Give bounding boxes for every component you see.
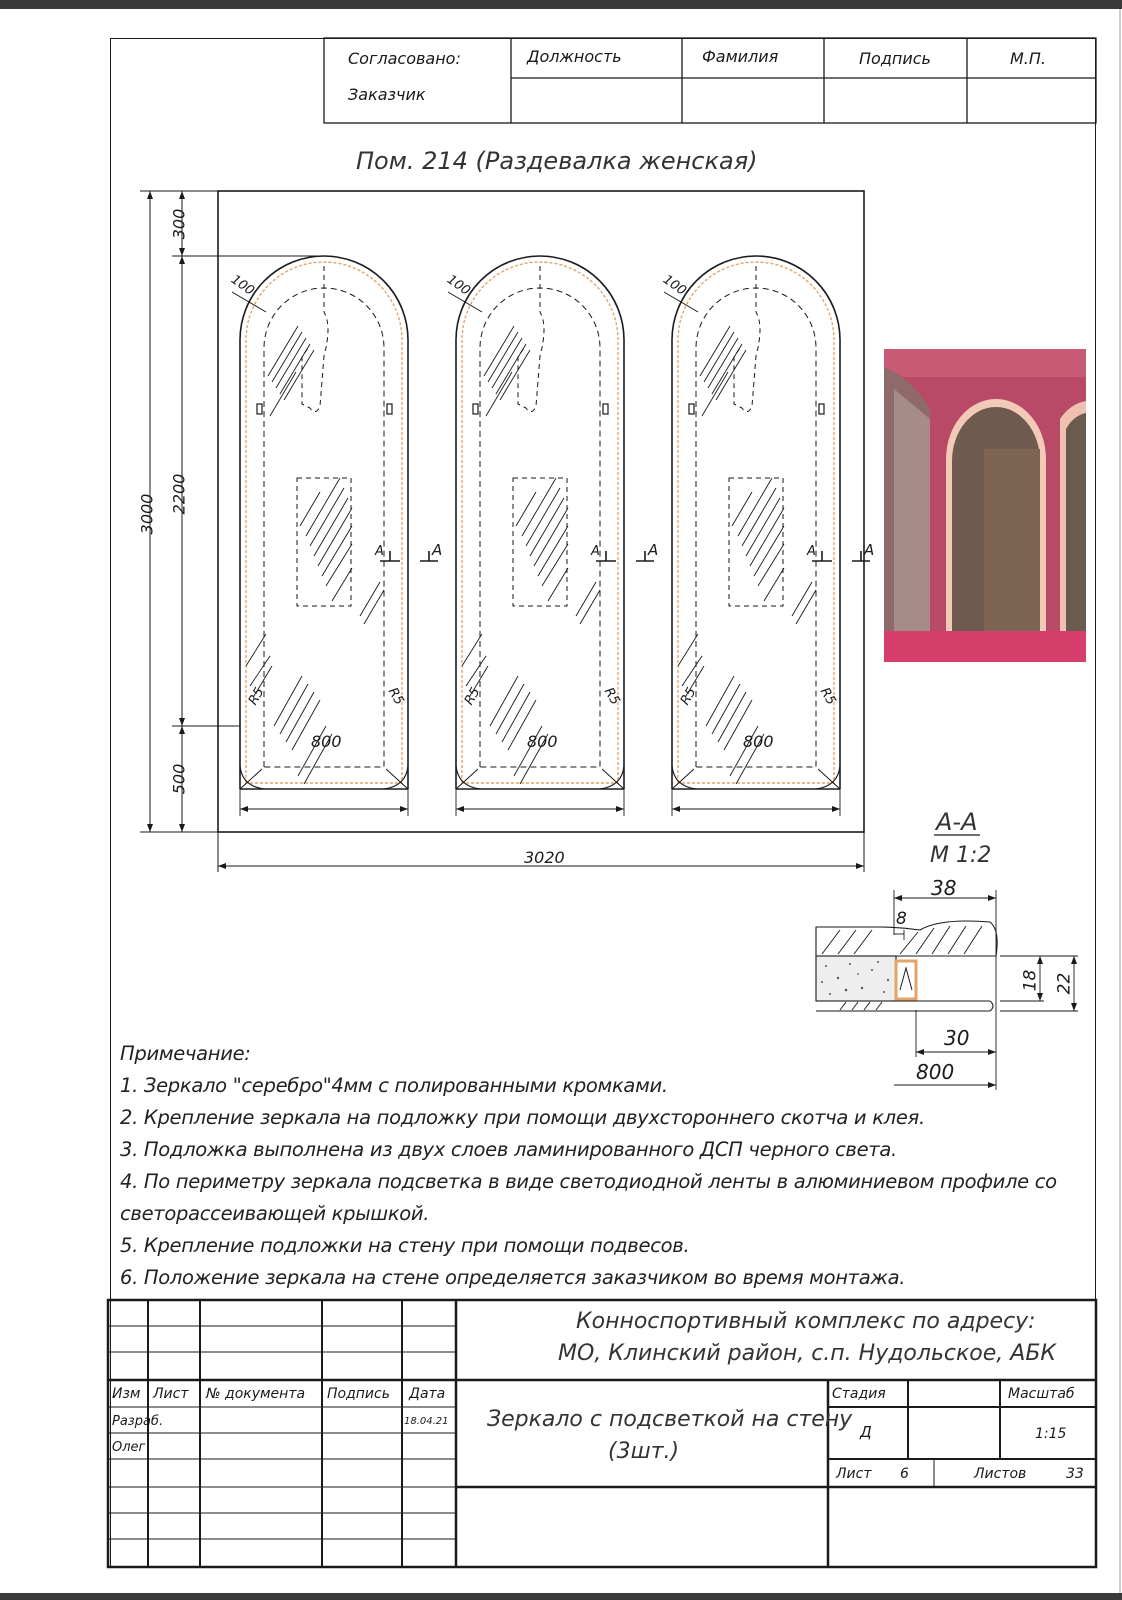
note-1: 1. Зеркало "серебро"4мм с полированными кромками. <box>120 1074 668 1097</box>
radius-right-mirror-1: R5 <box>384 685 407 708</box>
sheet-label: Лист <box>836 1466 872 1482</box>
col-header-date: Дата <box>409 1386 446 1402</box>
drawing-name-line-1: Зеркало с подсветкой на стену <box>487 1407 853 1432</box>
position-header: Должность <box>527 47 622 66</box>
scale-value: 1:15 <box>1035 1426 1067 1442</box>
note-5: 5. Крепление подложки на стену при помощи подвесов. <box>120 1234 690 1257</box>
stamp-header: М.П. <box>1010 49 1047 68</box>
sheet-value: 6 <box>900 1466 909 1482</box>
dim-3000: 3000 <box>137 493 157 535</box>
dim-100-mirror-1: 100 <box>227 272 257 299</box>
dim-800-mirror-2: 800 <box>527 732 558 751</box>
developer-label: Разраб. <box>112 1414 164 1429</box>
sheets-value: 33 <box>1066 1466 1084 1482</box>
col-header-doc-no: № документа <box>206 1386 306 1402</box>
stage-label: Стадия <box>832 1386 886 1402</box>
dim-500: 500 <box>169 763 189 795</box>
surname-header: Фамилия <box>702 47 779 66</box>
notes-title: Примечание: <box>120 1042 251 1065</box>
dim-800-mirror-3: 800 <box>743 732 774 751</box>
section-dim-8: 8 <box>896 909 907 929</box>
note-4-cont: светорассеивающей крышкой. <box>120 1202 430 1225</box>
col-header-izm: Изм <box>112 1386 141 1402</box>
bottom-border-bar <box>0 1593 1122 1600</box>
radius-left-mirror-3: R5 <box>677 685 700 708</box>
section-marker-2b: A <box>648 541 659 559</box>
radius-left-mirror-2: R5 <box>461 685 484 708</box>
signature-header: Подпись <box>859 49 931 68</box>
section-dim-22: 22 <box>1054 972 1075 995</box>
developer-name: Олег <box>112 1440 146 1455</box>
agreed-label: Согласовано: <box>348 49 461 68</box>
sheets-label: Листов <box>974 1466 1027 1482</box>
development-date: 18.04.21 <box>404 1416 449 1427</box>
dim-100-mirror-3: 100 <box>659 272 689 299</box>
section-dim-38: 38 <box>931 876 957 900</box>
section-title: А-А <box>936 808 978 836</box>
section-marker-3b: A <box>864 541 875 559</box>
scale-label: Масштаб <box>1008 1386 1075 1402</box>
section-marker-1a: A <box>375 544 384 559</box>
stage-value: Д <box>860 1423 872 1441</box>
note-3: 3. Подложка выполнена из двух слоев ламинированного ДСП черного света. <box>120 1138 897 1161</box>
section-marker-2a: A <box>591 544 600 559</box>
note-4: 4. По периметру зеркала подсветка в виде светодиодной ленты в алюминиевом профиле со <box>120 1170 1057 1193</box>
radius-right-mirror-3: R5 <box>816 685 839 708</box>
col-header-list: Лист <box>153 1386 189 1402</box>
note-2: 2. Крепление зеркала на подложку при помощи двухстороннего скотча и клея. <box>120 1106 925 1129</box>
dim-3020: 3020 <box>524 848 565 867</box>
section-marker-3a: A <box>807 544 816 559</box>
col-header-sign: Подпись <box>327 1386 390 1402</box>
radius-right-mirror-2: R5 <box>600 685 623 708</box>
room-title: Пом. 214 (Раздевалка женская) <box>356 147 758 175</box>
note-6: 6. Положение зеркала на стене определяется заказчиком во время монтажа. <box>120 1266 906 1289</box>
radius-left-mirror-1: R5 <box>245 685 268 708</box>
dim-2200: 2200 <box>169 473 189 515</box>
drawing-name-line-2: (3шт.) <box>608 1439 680 1464</box>
dim-800-mirror-1: 800 <box>311 732 342 751</box>
project-line-2: МО, Клинский район, с.п. Нудольское, АБК <box>558 1341 1057 1366</box>
project-line-1: Конноспортивный комплекс по адресу: <box>576 1309 1036 1334</box>
section-dim-18: 18 <box>1020 969 1041 992</box>
customer-label: Заказчик <box>348 85 426 104</box>
section-dim-30: 30 <box>944 1026 970 1050</box>
section-marker-1b: A <box>432 541 443 559</box>
section-scale: М 1:2 <box>930 843 992 868</box>
section-dim-800: 800 <box>916 1060 955 1084</box>
dim-300: 300 <box>169 208 189 240</box>
dim-100-mirror-2: 100 <box>443 272 473 299</box>
